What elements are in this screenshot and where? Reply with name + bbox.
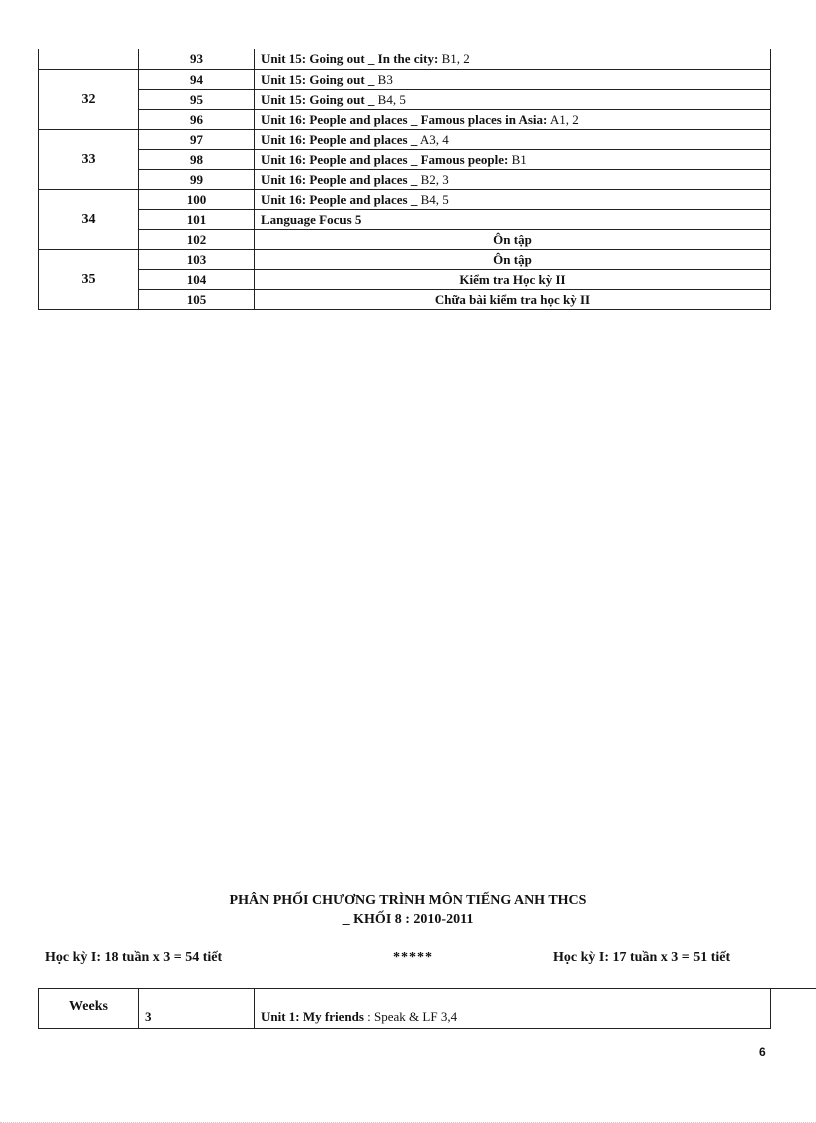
table-row bbox=[39, 69, 771, 89]
week-cell: 35 bbox=[39, 249, 139, 309]
table-row bbox=[39, 289, 771, 309]
content-detail: A1, 2 bbox=[547, 111, 579, 127]
content-detail: B2, 3 bbox=[417, 171, 449, 187]
table-row bbox=[39, 189, 771, 209]
schedule-table bbox=[38, 49, 771, 310]
content-title: Unit 16: People and places _ bbox=[261, 191, 418, 207]
table-row bbox=[39, 89, 771, 109]
content-title: Unit 16: People and places _ Famous places in Asia: bbox=[261, 111, 548, 127]
period-cell: 105 bbox=[139, 289, 255, 309]
content-cell bbox=[255, 129, 771, 149]
content-title: Language Focus 5 bbox=[261, 211, 362, 227]
content-title: Unit 1: My friends bbox=[261, 1009, 364, 1024]
period-cell: 96 bbox=[139, 109, 255, 129]
period-cell: 102 bbox=[139, 229, 255, 249]
week-cell: 33 bbox=[39, 129, 139, 189]
table-row bbox=[39, 129, 771, 149]
content-cell bbox=[255, 209, 771, 229]
content-detail: B4, 5 bbox=[417, 191, 449, 207]
semester-2-summary: Học kỳ I: 17 tuần x 3 = 51 tiết bbox=[553, 950, 731, 965]
table-row bbox=[39, 989, 771, 1029]
period-cell: 94 bbox=[139, 69, 255, 89]
table-row bbox=[39, 249, 771, 269]
page-number: 6 bbox=[759, 1045, 766, 1059]
separator-stars: ***** bbox=[393, 950, 433, 965]
content-detail: B1 bbox=[508, 151, 527, 167]
content-detail: B1, 2 bbox=[438, 51, 470, 67]
content-title: Unit 15: Going out _ In the city: bbox=[261, 51, 439, 67]
content-detail: A3, 4 bbox=[417, 131, 449, 147]
period-cell: 98 bbox=[139, 149, 255, 169]
content-cell bbox=[255, 989, 771, 1029]
content-cell: Ôn tập bbox=[255, 229, 771, 249]
period-cell: 99 bbox=[139, 169, 255, 189]
week-cell: 32 bbox=[39, 69, 139, 129]
content-cell bbox=[255, 49, 771, 69]
semester-1-summary: Học kỳ I: 18 tuần x 3 = 54 tiết bbox=[45, 950, 223, 965]
period-cell: 3 bbox=[139, 989, 255, 1029]
period-cell: 103 bbox=[139, 249, 255, 269]
period-cell: 93 bbox=[139, 49, 255, 69]
period-cell: 95 bbox=[139, 89, 255, 109]
table-edge-line bbox=[771, 988, 816, 989]
table-row bbox=[39, 269, 771, 289]
period-cell: 97 bbox=[139, 129, 255, 149]
content-cell: Kiểm tra Học kỳ II bbox=[255, 269, 771, 289]
document-subtitle: _ KHỐI 8 : 2010-2011 bbox=[342, 912, 474, 927]
content-cell bbox=[255, 189, 771, 209]
content-title: Unit 16: People and places _ bbox=[261, 131, 418, 147]
schedule-table-grade-8 bbox=[38, 988, 771, 1029]
period-cell: 104 bbox=[139, 269, 255, 289]
table-row bbox=[39, 209, 771, 229]
weeks-header: Weeks bbox=[39, 989, 139, 1029]
table-row bbox=[39, 109, 771, 129]
content-title: Unit 15: Going out _ bbox=[261, 71, 375, 87]
content-cell bbox=[255, 169, 771, 189]
content-cell: Chữa bài kiểm tra học kỳ II bbox=[255, 289, 771, 309]
table-row bbox=[39, 169, 771, 189]
content-detail: B4, 5 bbox=[374, 91, 406, 107]
table-row bbox=[39, 229, 771, 249]
content-detail: : Speak & LF 3,4 bbox=[363, 1009, 458, 1024]
content-cell bbox=[255, 149, 771, 169]
content-title: Unit 16: People and places _ bbox=[261, 171, 418, 187]
content-title: Unit 15: Going out _ bbox=[261, 91, 375, 107]
content-cell bbox=[255, 89, 771, 109]
table-row bbox=[39, 149, 771, 169]
week-cell: 34 bbox=[39, 189, 139, 249]
content-cell: Ôn tập bbox=[255, 249, 771, 269]
table-row bbox=[39, 49, 771, 69]
content-detail: B3 bbox=[374, 71, 393, 87]
document-title: PHÂN PHỐI CHƯƠNG TRÌNH MÔN TIẾNG ANH THCS bbox=[229, 893, 587, 908]
period-cell: 101 bbox=[139, 209, 255, 229]
content-title: Unit 16: People and places _ Famous people: bbox=[261, 151, 509, 167]
content-cell bbox=[255, 109, 771, 129]
content-cell bbox=[255, 69, 771, 89]
period-cell: 100 bbox=[139, 189, 255, 209]
week-cell bbox=[39, 49, 139, 69]
